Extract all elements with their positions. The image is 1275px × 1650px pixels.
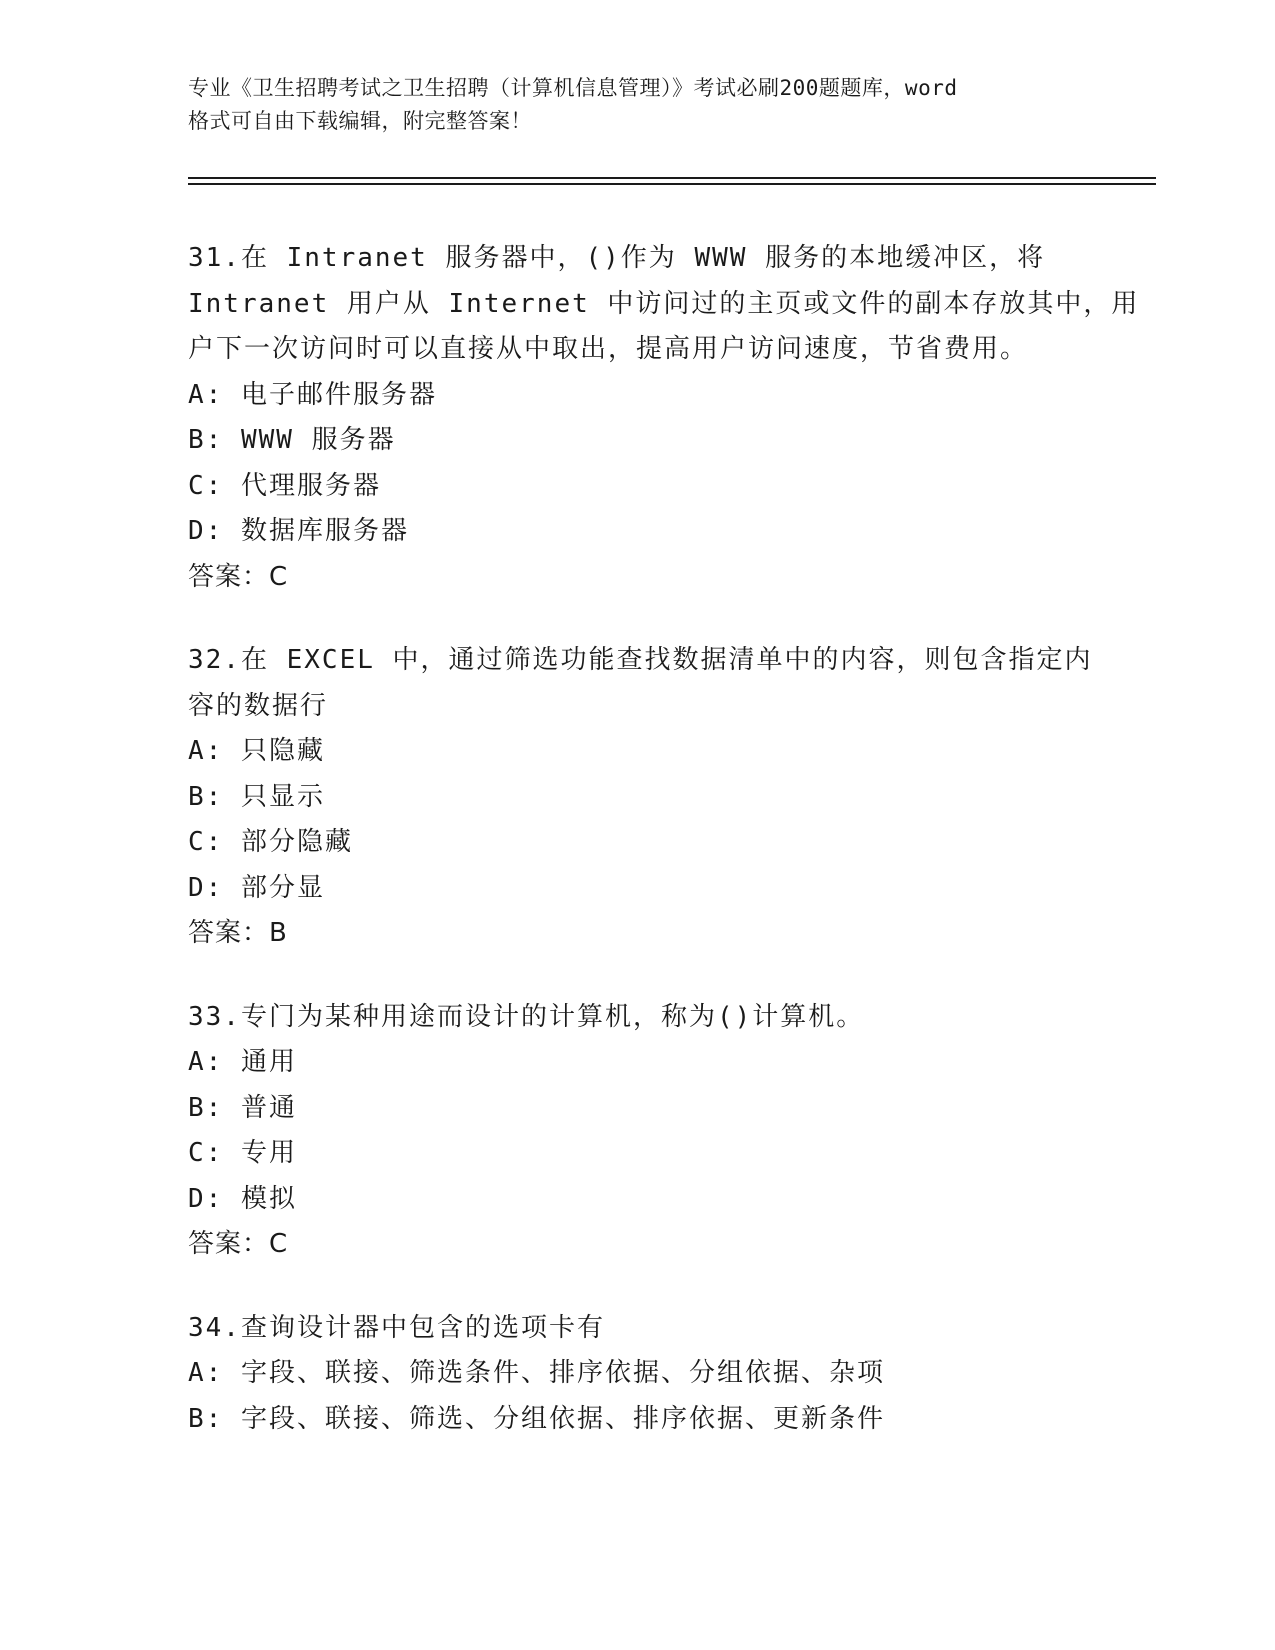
question-stem-line: Intranet 用户从 Internet 中访问过的主页或文件的副本存放其中，用 (188, 288, 1140, 319)
answer-line: 答案：B (188, 918, 288, 948)
answer-line: 答案：C (188, 1229, 289, 1259)
option-c: C: 部分隐藏 (188, 827, 353, 857)
question-34 (188, 1306, 1088, 1443)
option-d: D: 数据库服务器 (188, 516, 409, 546)
option-d: D: 模拟 (188, 1183, 297, 1214)
option-c: C: 专用 (188, 1138, 297, 1168)
option-a: A: 通用 (188, 1047, 297, 1077)
question-list (188, 236, 1140, 1480)
document-header (188, 72, 1088, 138)
question-stem-line: 容的数据行 (188, 690, 329, 721)
option-b: B: 只显示 (188, 781, 325, 812)
question-33 (188, 995, 1088, 1268)
question-31 (188, 236, 1140, 600)
option-a: A: 只隐藏 (188, 736, 325, 766)
question-stem-line: 31.在 Intranet 服务器中，()作为 WWW 服务的本地缓冲区，将 (188, 243, 1046, 273)
option-c: C: 代理服务器 (188, 470, 381, 501)
question-stem-line: 户下一次访问时可以直接从中取出，提高用户访问速度，节省费用。 (188, 334, 1029, 364)
option-a: A: 电子邮件服务器 (188, 379, 437, 410)
header-divider-bottom (188, 183, 1156, 185)
header-line-2: 格式可自由下载编辑，附完整答案！ (188, 109, 532, 133)
option-b: B: 字段、联接、筛选、分组依据、排序依据、更新条件 (188, 1403, 885, 1434)
header-line-1: 专业《卫生招聘考试之卫生招聘（计算机信息管理）》考试必刷200题题库，word (188, 76, 958, 100)
question-stem-line: 33.专门为某种用途而设计的计算机，称为()计算机。 (188, 1001, 865, 1032)
question-32 (188, 638, 1093, 957)
option-b: B: 普通 (188, 1092, 297, 1123)
question-stem-line: 32.在 EXCEL 中，通过筛选功能查找数据清单中的内容，则包含指定内 (188, 645, 1093, 675)
header-divider-top (188, 177, 1156, 179)
question-stem-line: 34.查询设计器中包含的选项卡有 (188, 1312, 605, 1343)
option-b: B: WWW 服务器 (188, 425, 396, 455)
option-d: D: 部分显 (188, 872, 325, 903)
option-a: A: 字段、联接、筛选条件、排序依据、分组依据、杂项 (188, 1358, 885, 1388)
answer-line: 答案：C (188, 561, 289, 592)
